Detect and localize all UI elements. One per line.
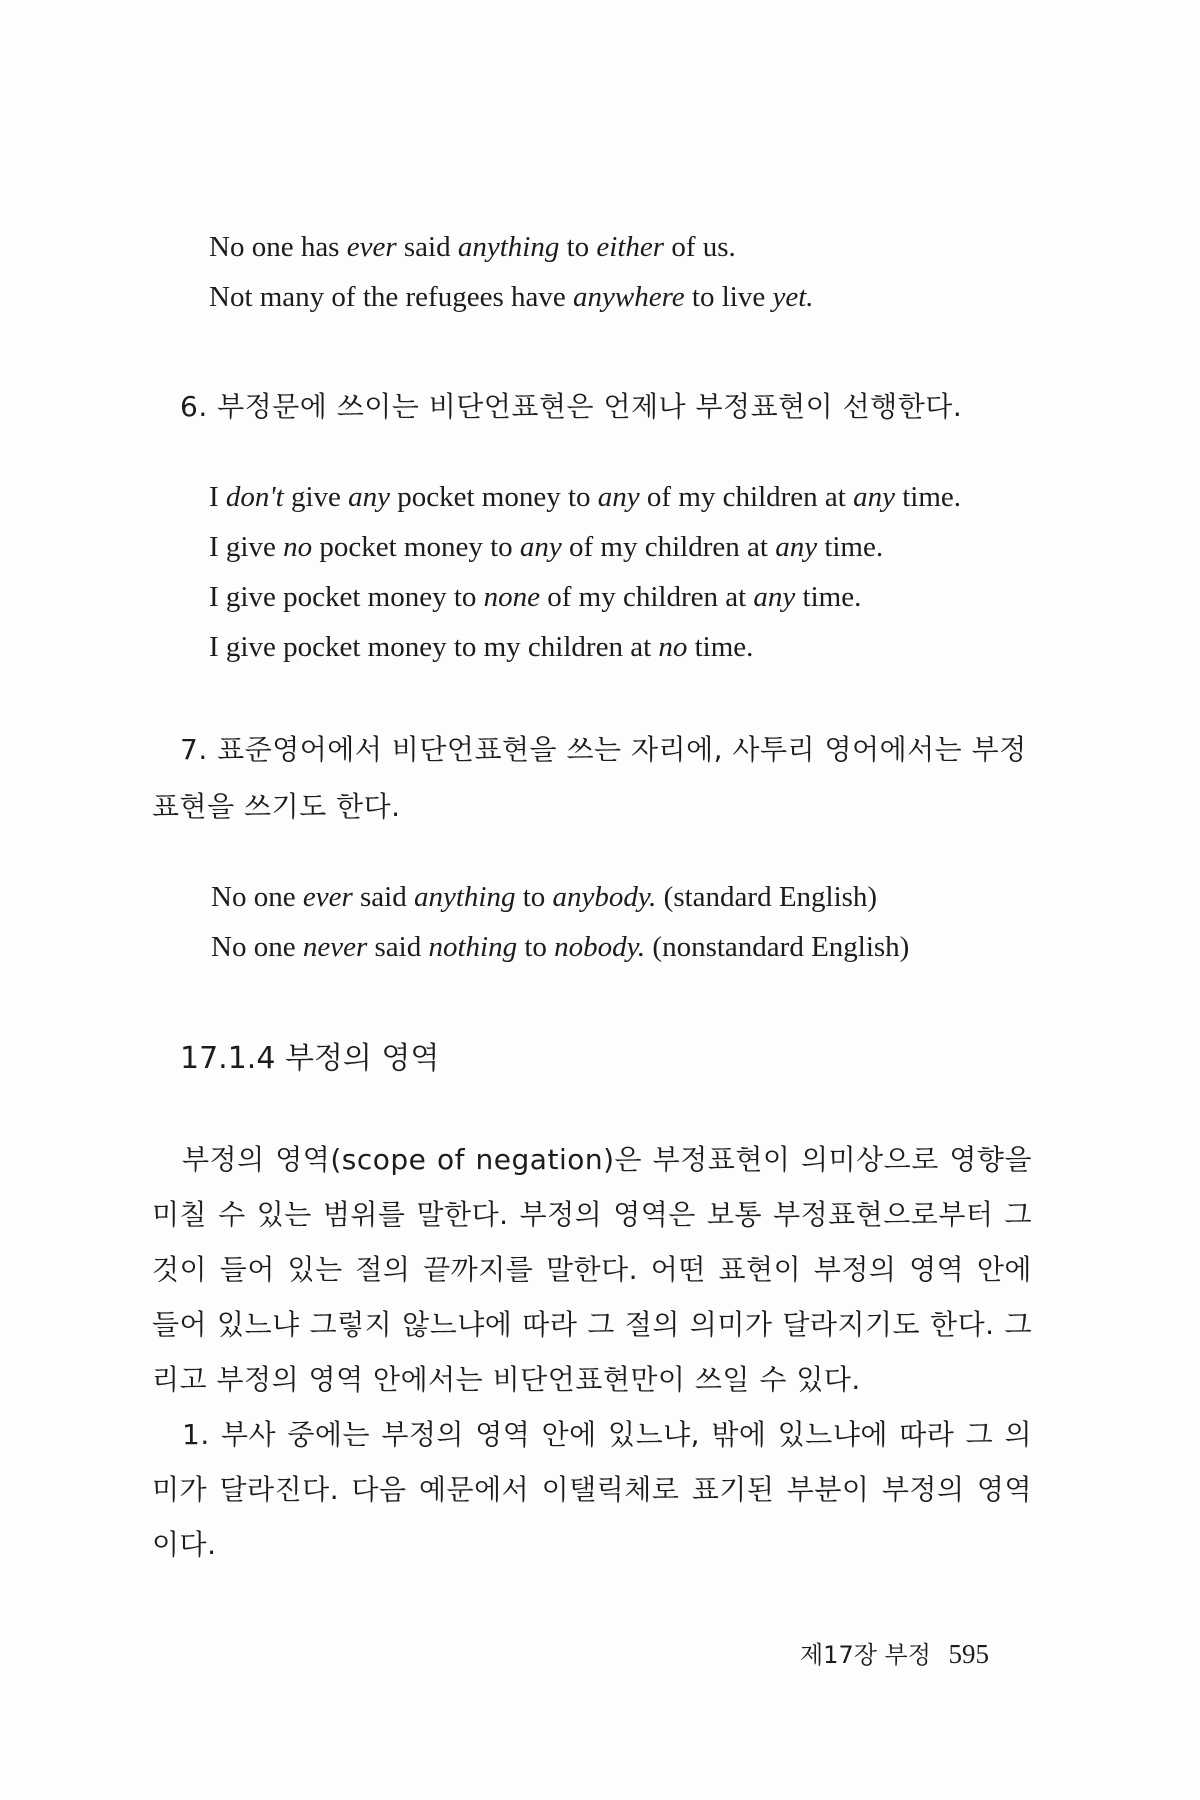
sentence-text: of us. — [664, 231, 736, 263]
sentence-text: time. — [894, 481, 962, 513]
example-sentence — [211, 922, 909, 972]
italic-term: ever — [346, 231, 397, 263]
italic-term: nothing — [428, 931, 518, 963]
sentence-text: Not many of the refugees have — [209, 281, 573, 313]
example-sentence — [211, 872, 909, 922]
italic-term: any — [753, 581, 796, 613]
page-number: 595 — [948, 1639, 990, 1669]
sentence-text: No one has — [209, 231, 347, 263]
italic-term: anywhere — [572, 281, 685, 313]
sentence-text: said — [396, 231, 458, 263]
chapter-label: 제17장 부정 — [800, 1641, 931, 1669]
sentence-text: (nonstandard English) — [645, 931, 910, 963]
sentence-text: I give pocket money to my children at — [209, 631, 659, 663]
italic-term: any — [775, 531, 818, 563]
sentence-text: time. — [795, 581, 862, 613]
rule-7-line-1: 7. 표준영어에서 비단언표현을 쓰는 자리에, 사투리 영어에서는 부정 — [180, 733, 1027, 766]
section-heading: 17.1.4 부정의 영역 — [180, 1041, 440, 1076]
rule-6: 6. 부정문에 쓰이는 비단언표현은 언제나 부정표현이 선행한다. — [180, 390, 963, 423]
example-sentence — [209, 222, 814, 272]
italic-term: never — [302, 931, 368, 963]
italic-term: either — [596, 231, 665, 263]
sentence-text: (standard English) — [656, 881, 878, 913]
italic-term: anybody. — [552, 881, 657, 913]
sentence-text: of my children at — [639, 481, 854, 513]
sentence-text: No one — [211, 931, 303, 963]
sentence-text: to — [559, 231, 597, 263]
sentence-text: time. — [687, 631, 754, 663]
sentence-text: No one — [211, 881, 303, 913]
sentence-text: I — [209, 481, 226, 513]
body-text — [152, 1132, 1032, 1572]
italic-term: none — [483, 581, 540, 613]
sentence-text: I give — [209, 531, 284, 563]
example-sentence — [209, 272, 814, 322]
example-sentence — [209, 522, 961, 572]
italic-term: anything — [413, 881, 516, 913]
italic-term: no — [658, 631, 688, 663]
point-1: 1. 부사 중에는 부정의 영역 안에 있느냐, 밖에 있느냐에 따라 그 의미가 달라진다. 다음 예문에서 이탤릭체로 표기된 부분이 부정의 영역이다. — [152, 1418, 1032, 1561]
page-footer — [800, 1635, 989, 1670]
paragraph-scope-of-negation: 부정의 영역(scope of negation)은 부정표현이 의미상으로 영향을 미칠 수 있는 범위를 말한다. 부정의 영역은 보통 부정표현으로부터 그것이 들어 있는 절의 끝까지를 말한다. 어떤 표현이 부정의 영역 안에 들어 있느냐 그렇지 않느냐에 따라 그 절의 의미가 달라지기도 한다. 그리고 부정의 영역 안에서는 비단언표현만이 쓰일 수 있다. — [152, 1143, 1032, 1396]
italic-term: no — [283, 531, 313, 563]
sentence-text: said — [367, 931, 429, 963]
sentence-text: pocket money to — [312, 531, 520, 563]
sentence-text: pocket money to — [390, 481, 598, 513]
italic-term: yet. — [772, 281, 814, 313]
italic-term: nobody. — [554, 931, 646, 963]
sentence-text: I give pocket money to — [209, 581, 484, 613]
sentence-text: give — [283, 481, 349, 513]
example-group-rule6 — [209, 472, 961, 672]
example-sentence — [209, 472, 961, 522]
sentence-text: said — [352, 881, 414, 913]
example-group-top — [209, 222, 814, 322]
sentence-text: to — [517, 931, 555, 963]
italic-term: any — [853, 481, 895, 513]
sentence-text: of my children at — [540, 581, 754, 613]
sentence-text: of my children at — [561, 531, 776, 563]
example-group-rule7 — [211, 872, 909, 972]
sentence-text: time. — [817, 531, 884, 563]
italic-term: any — [348, 481, 390, 513]
sentence-text: to — [515, 881, 553, 913]
rule-7-line-2: 표현을 쓰기도 한다. — [152, 790, 401, 823]
italic-term: any — [519, 531, 562, 563]
italic-term: ever — [302, 881, 353, 913]
italic-term: any — [597, 481, 640, 513]
example-sentence — [209, 622, 961, 672]
italic-term: don't — [225, 481, 284, 513]
example-sentence — [209, 572, 961, 622]
sentence-text: to live — [684, 281, 773, 313]
italic-term: anything — [457, 231, 560, 263]
